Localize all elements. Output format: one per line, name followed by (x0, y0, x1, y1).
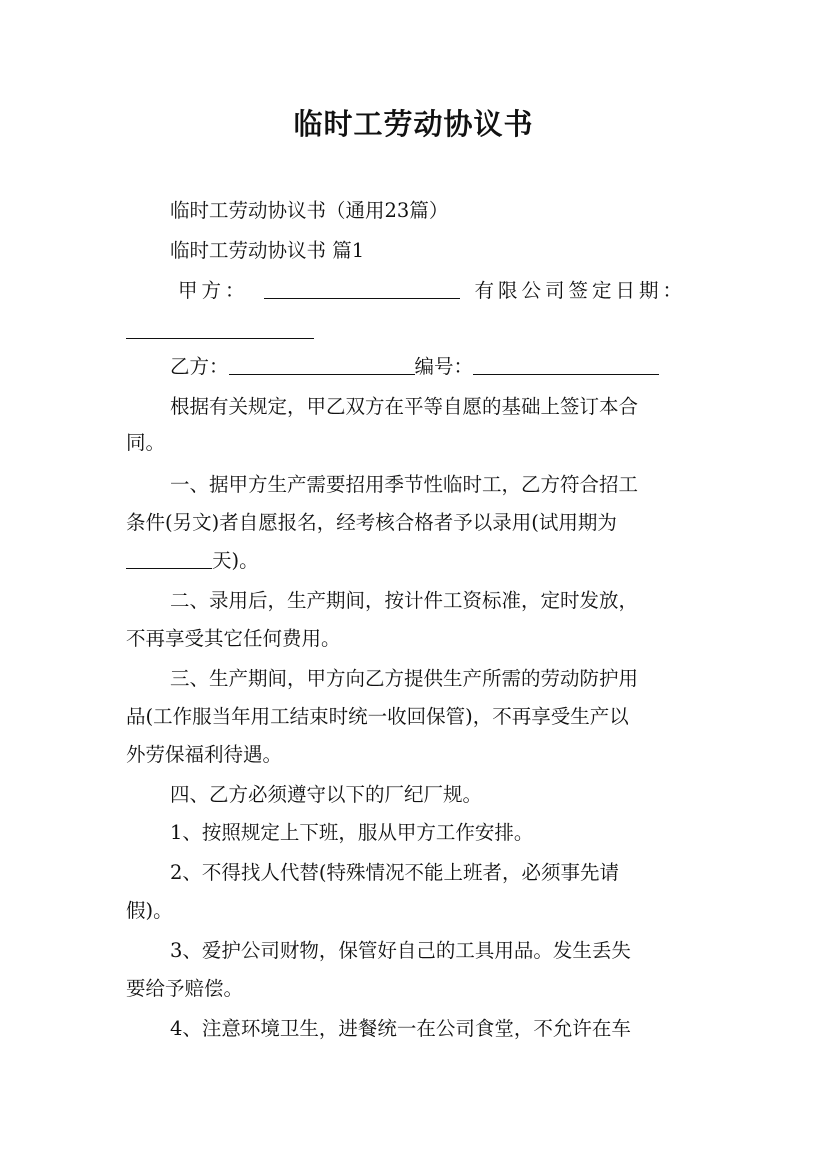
rule-item-continuation: 假)。 (126, 899, 173, 922)
party-a-line (178, 276, 686, 306)
party-b-blank (229, 352, 415, 375)
paragraph-line: 三、生产期间，甲方向乙方提供生产所需的劳动防护用 (170, 667, 639, 690)
rule-item: 1、按照规定上下班，服从甲方工作安排。 (170, 821, 534, 844)
probation-days-blank (126, 546, 212, 569)
paragraph-line: 根据有关规定，甲乙双方在平等自愿的基础上签订本合 (170, 395, 639, 418)
rule-item: 2、不得找人代替(特殊情况不能上班者，必须事先请 (170, 861, 620, 884)
paragraph-line: 四、乙方必须遵守以下的厂纪厂规。 (170, 783, 483, 806)
probation-line (126, 546, 706, 576)
rule-item: 4、注意环境卫生，进餐统一在公司食堂，不允许在车 (170, 1017, 631, 1040)
paragraph-line: 品(工作服当年用工结束时统一收回保管)，不再享受生产以 (126, 705, 629, 728)
paragraph-line: 条件(另文)者自愿报名，经考核合格者予以录用(试用期为 (126, 511, 617, 534)
paragraph-line: 外劳保福利待遇。 (126, 743, 283, 766)
probation-suffix: 天)。 (212, 549, 259, 572)
section-heading: 临时工劳动协议书 篇1 (170, 239, 365, 262)
rule-item: 3、爱护公司财物，保管好自己的工具用品。发生丢失 (170, 939, 631, 962)
document-title: 临时工劳动协议书 (293, 107, 534, 141)
number-blank (473, 352, 659, 375)
party-b-line (170, 352, 706, 382)
rule-item-continuation: 要给予赔偿。 (126, 977, 244, 1000)
sign-date-line (126, 316, 706, 346)
party-a-suffix: 有限公司签定日期： (474, 279, 686, 302)
party-a-blank (264, 276, 460, 299)
sign-date-blank (126, 316, 314, 339)
paragraph-line: 二、录用后，生产期间，按计件工资标准，定时发放， (170, 589, 639, 612)
number-label: 编号： (414, 355, 474, 378)
party-b-label: 乙方： (170, 355, 229, 378)
document-subtitle: 临时工劳动协议书（通用23篇） (170, 199, 449, 222)
paragraph-line: 同。 (126, 431, 166, 454)
paragraph-line: 不再享受其它任何费用。 (126, 627, 341, 650)
paragraph-line: 一、据甲方生产需要招用季节性临时工，乙方符合招工 (170, 473, 639, 496)
party-a-label: 甲方： (178, 279, 249, 302)
